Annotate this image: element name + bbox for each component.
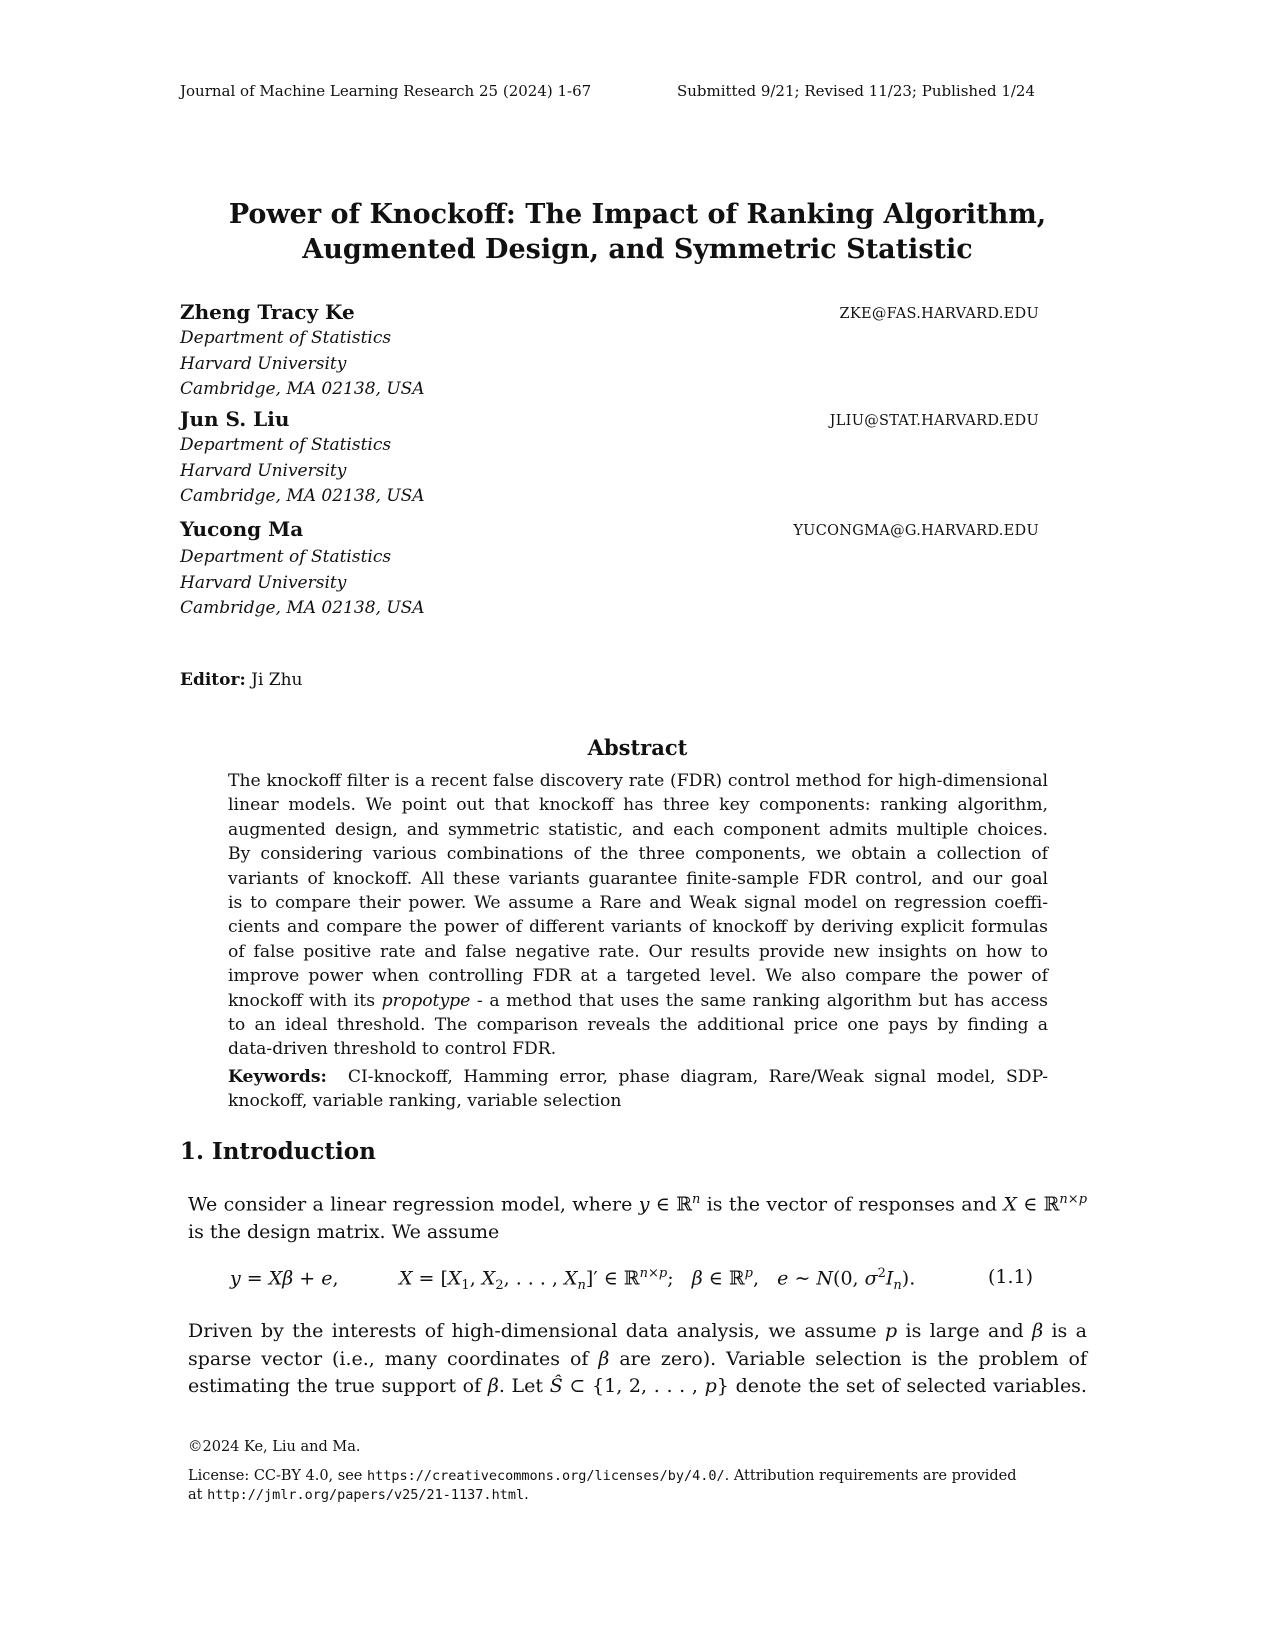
- intro-paragraph-1: We consider a linear regression model, where y ∈ ℝ$^n$ is the vector of responses and X ∈ ℝ$^{n\times p}$ is the design matrix. We assume: [188, 1192, 1088, 1243]
- author-name: Zheng Tracy Ke: [180, 300, 355, 324]
- paper-title-line-1: Power of Knockoff: The Impact of Ranking Algorithm,: [228, 199, 1047, 230]
- intro-paragraph-2: Driven by the interests of high-dimensional data analysis, we assume p is large and β is a sparse vector (i.e., many coordinates of β are zero). Variable selection is the problem of estimating the true support of β. Let Ŝ ⊂ {1, 2, . . . , p} denote the set of selected variables.: [188, 1320, 1088, 1397]
- editor-label: Editor:: [180, 670, 246, 690]
- license-line-2: at http://jmlr.org/papers/v25/21-1137.html.: [188, 1487, 529, 1503]
- license-link[interactable]: https://creativecommons.org/licenses/by/4.0/: [366, 1468, 725, 1484]
- copyright-notice: ©2024 Ke, Liu and Ma.: [188, 1439, 361, 1455]
- editor-line: [180, 670, 303, 690]
- editor-name: Ji Zhu: [251, 670, 303, 690]
- author-email: ZKE@FAS.HARVARD.EDU: [839, 306, 1039, 322]
- section-heading-introduction: 1. Introduction: [180, 1138, 376, 1165]
- equation-1-1: y = Xβ + e, $X = [X_1$, $X_2$, . . . , $X_n]'$ ∈ ℝ$^{n\times p}$; β ∈ ℝ$^p$, e ∼ N(0, $\sigma^2I_n$).: [230, 1266, 916, 1294]
- author-affiliation: Department of Statistics Harvard University Cambridge, MA 02138, USA: [180, 547, 425, 618]
- paper-title-line-2: Augmented Design, and Symmetric Statistic: [302, 234, 973, 265]
- author-email: YUCONGMA@G.HARVARD.EDU: [793, 523, 1039, 539]
- abstract-body: The knockoff filter is a recent false discovery rate (FDR) control method for high-dimensional linear models. We point out that knockoff has three key components: ranking algorithm, augmented design, and symmetric statistic, and each component admits multiple choices. By considering various combinations of the three components, we obtain a collection of variants of knockoff. All these variants guarantee finite-sample FDR control, and our goal is to compare their power. We assume a Rare and Weak signal model on regression coeffi- cients and compare the power of different variants of knockoff by deriving explicit formulas of false positive rate and false negative rate. Our results provide new insights on how to improve power when controlling FDR at a targeted level. We also compare the power of knockoff with its propotype - a method that uses the same ranking algorithm but has access to an ideal threshold. The comparison reveals the additional price one pays by finding a data-driven threshold to control FDR. Keywords: CI-knockoff, Hamming error, phase diagram, Rare/Weak signal model, SDP- knockoff, variable ranking, variable selection: [228, 771, 1049, 1112]
- author-email: JLIU@STAT.HARVARD.EDU: [829, 413, 1039, 429]
- keywords-label: Keywords:: [228, 1066, 327, 1087]
- author-name: Jun S. Liu: [180, 407, 290, 431]
- author-affiliation: Department of Statistics Harvard University Cambridge, MA 02138, USA: [180, 435, 425, 506]
- equation-number: (1.1): [987, 1266, 1033, 1288]
- author-affiliation: Department of Statistics Harvard University Cambridge, MA 02138, USA: [180, 328, 425, 399]
- journal-header: Journal of Machine Learning Research 25 (2024) 1-67: [180, 82, 592, 100]
- paper-link[interactable]: http://jmlr.org/papers/v25/21-1137.html: [207, 1487, 525, 1503]
- abstract-heading: Abstract: [587, 735, 688, 760]
- license-line-1: License: CC-BY 4.0, see https://creativecommons.org/licenses/by/4.0/. Attribution requirements are provided: [188, 1468, 1017, 1484]
- submission-dates: Submitted 9/21; Revised 11/23; Published 1/24: [676, 82, 1035, 100]
- emphasis-propotype: propotype: [381, 990, 471, 1011]
- author-name: Yucong Ma: [180, 517, 304, 541]
